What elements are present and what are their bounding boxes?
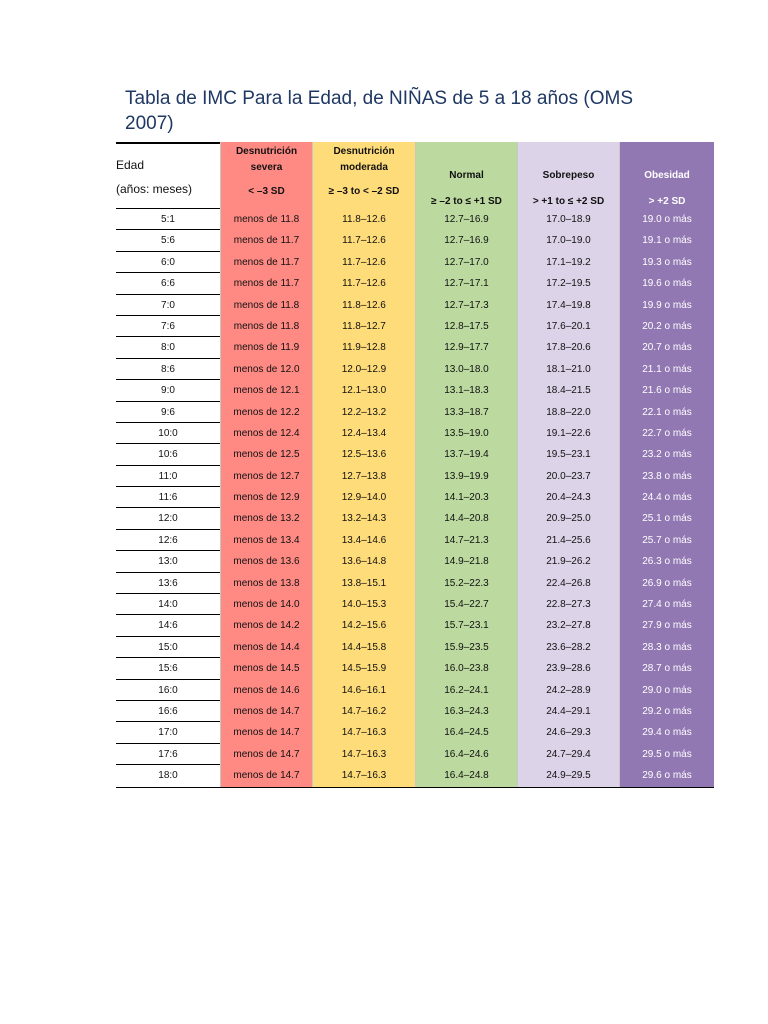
cell-edad: 10:6 — [116, 444, 220, 465]
cell-sobrepeso: 22.4–26.8 — [517, 573, 619, 594]
header-severa — [220, 142, 312, 209]
cell-sobrepeso: 17.4–19.8 — [517, 295, 619, 316]
cell-moderada: 13.6–14.8 — [312, 551, 415, 572]
cell-obesidad: 29.0 o más — [619, 680, 714, 701]
cell-normal: 14.4–20.8 — [415, 508, 517, 529]
cell-obesidad: 29.6 o más — [619, 765, 714, 786]
cell-severa: menos de 12.9 — [220, 487, 312, 508]
cell-severa: menos de 13.6 — [220, 551, 312, 572]
cell-severa: menos de 13.4 — [220, 530, 312, 551]
cell-obesidad: 22.7 o más — [619, 423, 714, 444]
cell-severa: menos de 12.5 — [220, 444, 312, 465]
table-row — [116, 530, 714, 551]
header-moderada-line2: moderada — [340, 162, 388, 173]
cell-obesidad: 29.5 o más — [619, 744, 714, 765]
table-bottom-rule — [116, 787, 714, 788]
cell-obesidad: 24.4 o más — [619, 487, 714, 508]
header-normal — [415, 142, 517, 209]
table-row — [116, 701, 714, 722]
cell-obesidad: 19.9 o más — [619, 295, 714, 316]
cell-obesidad: 29.4 o más — [619, 722, 714, 743]
cell-sobrepeso: 21.4–25.6 — [517, 530, 619, 551]
table-header — [116, 142, 714, 209]
cell-severa: menos de 14.2 — [220, 615, 312, 636]
cell-obesidad: 29.2 o más — [619, 701, 714, 722]
cell-severa: menos de 14.4 — [220, 637, 312, 658]
cell-sobrepeso: 23.6–28.2 — [517, 637, 619, 658]
table-row — [116, 551, 714, 572]
cell-severa: menos de 13.2 — [220, 508, 312, 529]
cell-severa: menos de 11.8 — [220, 295, 312, 316]
cell-moderada: 14.6–16.1 — [312, 680, 415, 701]
cell-sobrepeso: 20.9–25.0 — [517, 508, 619, 529]
cell-edad: 12:0 — [116, 508, 220, 529]
cell-sobrepeso: 17.6–20.1 — [517, 316, 619, 337]
header-severa-line1: Desnutrición — [235, 146, 298, 157]
cell-edad: 6:6 — [116, 273, 220, 294]
cell-normal: 13.0–18.0 — [415, 359, 517, 380]
cell-sobrepeso: 24.6–29.3 — [517, 722, 619, 743]
cell-normal: 12.7–16.9 — [415, 209, 517, 230]
cell-normal: 16.0–23.8 — [415, 658, 517, 679]
header-edad-units: (años: meses) — [116, 182, 193, 196]
header-moderada — [312, 142, 415, 209]
table-row — [116, 252, 714, 273]
cell-severa: menos de 11.7 — [220, 252, 312, 273]
table-row — [116, 230, 714, 251]
cell-moderada: 11.8–12.7 — [312, 316, 415, 337]
cell-severa: menos de 11.9 — [220, 337, 312, 358]
cell-normal: 15.9–23.5 — [415, 637, 517, 658]
cell-moderada: 11.8–12.6 — [312, 209, 415, 230]
cell-obesidad: 27.4 o más — [619, 594, 714, 615]
table-row — [116, 273, 714, 294]
cell-edad: 13:6 — [116, 573, 220, 594]
cell-edad: 11:6 — [116, 487, 220, 508]
header-severa-sd: < –3 SD — [248, 186, 285, 197]
header-obesidad-name: Obesidad — [644, 170, 690, 181]
cell-sobrepeso: 18.4–21.5 — [517, 380, 619, 401]
header-moderada-line1: Desnutrición — [333, 146, 395, 157]
cell-obesidad: 22.1 o más — [619, 402, 714, 423]
header-sobrepeso-sd: > +1 to ≤ +2 SD — [532, 196, 605, 207]
cell-moderada: 14.0–15.3 — [312, 594, 415, 615]
cell-normal: 12.7–17.0 — [415, 252, 517, 273]
cell-sobrepeso: 17.8–20.6 — [517, 337, 619, 358]
cell-moderada: 11.9–12.8 — [312, 337, 415, 358]
cell-moderada: 14.2–15.6 — [312, 615, 415, 636]
cell-severa: menos de 12.0 — [220, 359, 312, 380]
cell-severa: menos de 14.7 — [220, 722, 312, 743]
cell-edad: 5:6 — [116, 230, 220, 251]
table-row — [116, 508, 714, 529]
cell-moderada: 14.4–15.8 — [312, 637, 415, 658]
cell-moderada: 13.4–14.6 — [312, 530, 415, 551]
cell-moderada: 12.9–14.0 — [312, 487, 415, 508]
cell-edad: 17:0 — [116, 722, 220, 743]
table-row — [116, 637, 714, 658]
table-row — [116, 295, 714, 316]
cell-severa: menos de 14.0 — [220, 594, 312, 615]
table-row — [116, 337, 714, 358]
table-row — [116, 765, 714, 786]
cell-edad: 16:0 — [116, 680, 220, 701]
table-row — [116, 359, 714, 380]
header-normal-name: Normal — [449, 170, 484, 181]
cell-severa: menos de 13.8 — [220, 573, 312, 594]
cell-normal: 12.8–17.5 — [415, 316, 517, 337]
cell-normal: 14.9–21.8 — [415, 551, 517, 572]
header-sobrepeso-name: Sobrepeso — [542, 170, 595, 181]
cell-moderada: 12.2–13.2 — [312, 402, 415, 423]
cell-obesidad: 20.7 o más — [619, 337, 714, 358]
cell-obesidad: 19.6 o más — [619, 273, 714, 294]
cell-severa: menos de 11.7 — [220, 230, 312, 251]
cell-obesidad: 28.7 o más — [619, 658, 714, 679]
cell-normal: 12.7–17.3 — [415, 295, 517, 316]
cell-obesidad: 19.1 o más — [619, 230, 714, 251]
imc-table — [116, 142, 714, 787]
cell-severa: menos de 11.8 — [220, 209, 312, 230]
table-row — [116, 722, 714, 743]
cell-sobrepeso: 21.9–26.2 — [517, 551, 619, 572]
cell-sobrepeso: 19.1–22.6 — [517, 423, 619, 444]
cell-obesidad: 23.8 o más — [619, 466, 714, 487]
header-edad — [116, 142, 220, 209]
cell-obesidad: 27.9 o más — [619, 615, 714, 636]
cell-obesidad: 21.6 o más — [619, 380, 714, 401]
cell-normal: 13.7–19.4 — [415, 444, 517, 465]
cell-sobrepeso: 24.7–29.4 — [517, 744, 619, 765]
header-moderada-sd: ≥ –3 to < –2 SD — [328, 186, 400, 197]
cell-edad: 12:6 — [116, 530, 220, 551]
cell-sobrepeso: 24.9–29.5 — [517, 765, 619, 786]
cell-edad: 8:0 — [116, 337, 220, 358]
cell-sobrepeso: 18.8–22.0 — [517, 402, 619, 423]
cell-edad: 14:6 — [116, 615, 220, 636]
cell-moderada: 14.7–16.3 — [312, 744, 415, 765]
cell-severa: menos de 14.6 — [220, 680, 312, 701]
cell-moderada: 11.7–12.6 — [312, 273, 415, 294]
cell-edad: 17:6 — [116, 744, 220, 765]
cell-moderada: 11.7–12.6 — [312, 252, 415, 273]
cell-edad: 7:6 — [116, 316, 220, 337]
table-row — [116, 487, 714, 508]
cell-severa: menos de 14.7 — [220, 765, 312, 786]
cell-sobrepeso: 17.1–19.2 — [517, 252, 619, 273]
table-row — [116, 744, 714, 765]
header-obesidad — [619, 142, 714, 209]
header-sobrepeso — [517, 142, 619, 209]
cell-obesidad: 19.3 o más — [619, 252, 714, 273]
header-severa-line2: severa — [250, 162, 283, 173]
table-row — [116, 423, 714, 444]
table-row — [116, 615, 714, 636]
cell-moderada: 13.2–14.3 — [312, 508, 415, 529]
table-row — [116, 209, 714, 230]
cell-obesidad: 26.9 o más — [619, 573, 714, 594]
cell-edad: 15:6 — [116, 658, 220, 679]
cell-sobrepeso: 23.2–27.8 — [517, 615, 619, 636]
table-row — [116, 658, 714, 679]
cell-moderada: 14.5–15.9 — [312, 658, 415, 679]
cell-obesidad: 28.3 o más — [619, 637, 714, 658]
cell-normal: 14.7–21.3 — [415, 530, 517, 551]
cell-moderada: 11.8–12.6 — [312, 295, 415, 316]
cell-moderada: 12.5–13.6 — [312, 444, 415, 465]
header-edad-label: Edad — [116, 158, 145, 172]
cell-moderada: 11.7–12.6 — [312, 230, 415, 251]
cell-severa: menos de 11.8 — [220, 316, 312, 337]
cell-moderada: 12.4–13.4 — [312, 423, 415, 444]
cell-moderada: 14.7–16.2 — [312, 701, 415, 722]
cell-normal: 15.4–22.7 — [415, 594, 517, 615]
header-normal-sd: ≥ –2 to ≤ +1 SD — [431, 196, 502, 207]
cell-edad: 7:0 — [116, 295, 220, 316]
table-row — [116, 316, 714, 337]
cell-sobrepeso: 23.9–28.6 — [517, 658, 619, 679]
cell-sobrepeso: 22.8–27.3 — [517, 594, 619, 615]
table-row — [116, 594, 714, 615]
cell-edad: 5:1 — [116, 209, 220, 230]
cell-severa: menos de 14.7 — [220, 701, 312, 722]
cell-normal: 13.9–19.9 — [415, 466, 517, 487]
cell-normal: 12.7–17.1 — [415, 273, 517, 294]
cell-severa: menos de 12.4 — [220, 423, 312, 444]
cell-moderada: 12.7–13.8 — [312, 466, 415, 487]
table-row — [116, 380, 714, 401]
cell-severa: menos de 14.7 — [220, 744, 312, 765]
cell-normal: 13.3–18.7 — [415, 402, 517, 423]
cell-normal: 14.1–20.3 — [415, 487, 517, 508]
table-body — [116, 209, 714, 787]
cell-sobrepeso: 19.5–23.1 — [517, 444, 619, 465]
cell-obesidad: 21.1 o más — [619, 359, 714, 380]
cell-sobrepeso: 17.2–19.5 — [517, 273, 619, 294]
cell-normal: 12.9–17.7 — [415, 337, 517, 358]
cell-edad: 18:0 — [158, 770, 178, 782]
cell-normal: 13.1–18.3 — [415, 380, 517, 401]
page-title: Tabla de IMC Para la Edad, de NIÑAS de 5 a 18 años (OMS 2007) — [125, 88, 633, 134]
cell-severa: menos de 14.5 — [220, 658, 312, 679]
cell-normal: 15.7–23.1 — [415, 615, 517, 636]
cell-sobrepeso: 17.0–18.9 — [517, 209, 619, 230]
cell-edad: 14:0 — [116, 594, 220, 615]
cell-severa: menos de 12.7 — [220, 466, 312, 487]
cell-normal: 16.3–24.3 — [415, 701, 517, 722]
cell-edad: 9:6 — [116, 402, 220, 423]
cell-normal: 16.4–24.6 — [415, 744, 517, 765]
cell-sobrepeso: 24.2–28.9 — [517, 680, 619, 701]
cell-edad: 8:6 — [116, 359, 220, 380]
table-row — [116, 402, 714, 423]
cell-moderada: 14.7–16.3 — [312, 722, 415, 743]
cell-normal: 16.4–24.5 — [415, 722, 517, 743]
cell-normal: 15.2–22.3 — [415, 573, 517, 594]
cell-obesidad: 25.7 o más — [619, 530, 714, 551]
table-row — [116, 466, 714, 487]
cell-edad: 15:0 — [116, 637, 220, 658]
cell-severa: menos de 11.7 — [220, 273, 312, 294]
cell-obesidad: 20.2 o más — [619, 316, 714, 337]
cell-severa: menos de 12.1 — [220, 380, 312, 401]
cell-sobrepeso: 24.4–29.1 — [517, 701, 619, 722]
cell-moderada: 12.1–13.0 — [312, 380, 415, 401]
cell-normal: 12.7–16.9 — [415, 230, 517, 251]
cell-obesidad: 19.0 o más — [619, 209, 714, 230]
cell-normal: 16.4–24.8 — [415, 765, 517, 786]
cell-obesidad: 25.1 o más — [619, 508, 714, 529]
header-obesidad-sd: > +2 SD — [648, 196, 686, 207]
cell-obesidad: 23.2 o más — [619, 444, 714, 465]
table-row — [116, 680, 714, 701]
cell-edad: 13:0 — [116, 551, 220, 572]
cell-edad: 11:0 — [116, 466, 220, 487]
cell-edad: 9:0 — [116, 380, 220, 401]
cell-moderada: 12.0–12.9 — [312, 359, 415, 380]
cell-edad: 16:6 — [116, 701, 220, 722]
cell-edad: 10:0 — [116, 423, 220, 444]
cell-normal: 16.2–24.1 — [415, 680, 517, 701]
table-row — [116, 573, 714, 594]
cell-sobrepeso: 18.1–21.0 — [517, 359, 619, 380]
cell-moderada: 14.7–16.3 — [312, 765, 415, 786]
cell-severa: menos de 12.2 — [220, 402, 312, 423]
table-row — [116, 444, 714, 465]
cell-obesidad: 26.3 o más — [619, 551, 714, 572]
cell-sobrepeso: 20.0–23.7 — [517, 466, 619, 487]
cell-sobrepeso: 17.0–19.0 — [517, 230, 619, 251]
cell-normal: 13.5–19.0 — [415, 423, 517, 444]
cell-moderada: 13.8–15.1 — [312, 573, 415, 594]
cell-edad: 6:0 — [116, 252, 220, 273]
cell-sobrepeso: 20.4–24.3 — [517, 487, 619, 508]
